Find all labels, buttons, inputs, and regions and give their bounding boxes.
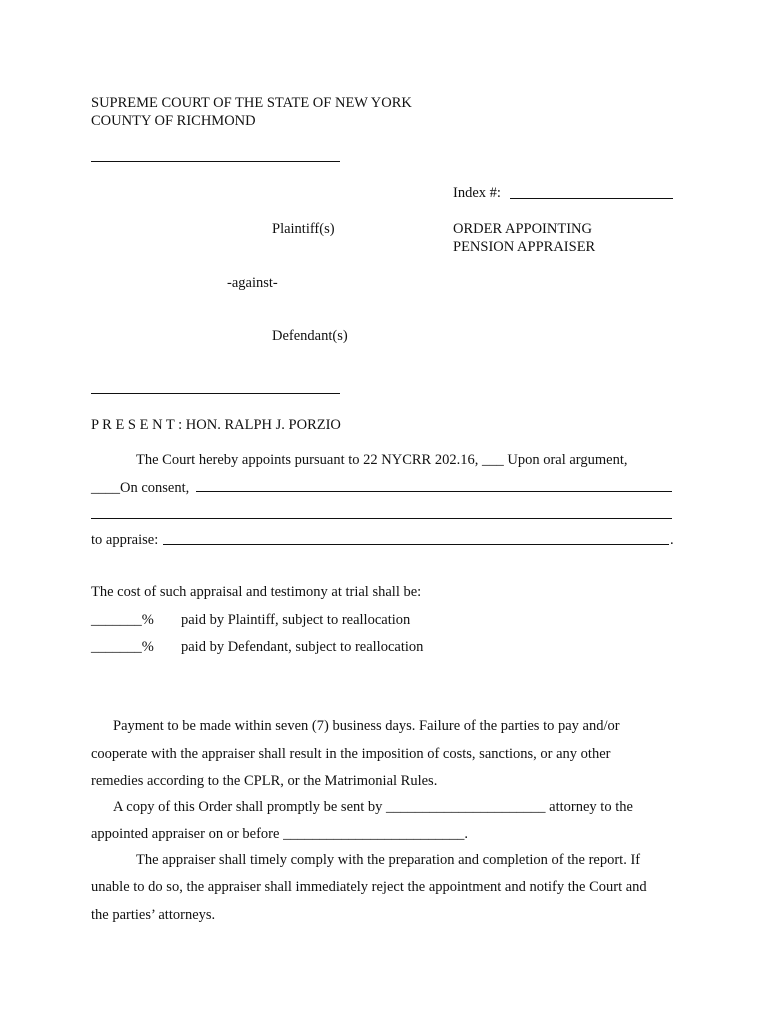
defendant-share-row [91, 638, 154, 656]
appointment-intro: The Court hereby appoints pursuant to 22 NYCRR 202.16, [136, 452, 479, 468]
appraise-field[interactable] [163, 544, 669, 545]
plaintiff-share-text: paid by Plaintiff, subject to reallocation [181, 612, 411, 628]
plaintiff-label: Plaintiff(s) [272, 221, 335, 237]
copy-line2 [91, 825, 468, 843]
caption-bottom-rule [91, 393, 340, 394]
order-title-line2: PENSION APPRAISER [453, 239, 596, 255]
index-label: Index #: [453, 185, 501, 201]
oral-argument-label: Upon oral argument, [507, 452, 628, 468]
comply-line2: unable to do so, the appraiser shall immediately reject the appointment and notify the Court and [91, 879, 647, 895]
court-name-line1: SUPREME COURT OF THE STATE OF NEW YORK [91, 95, 412, 111]
comply-line1: The appraiser shall timely comply with the preparation and completion of the report. If [136, 852, 641, 868]
index-number-field[interactable] [510, 198, 673, 199]
plaintiff-percent-field[interactable]: _______ [91, 612, 142, 628]
court-name-line2: COUNTY OF RICHMOND [91, 113, 256, 129]
defendant-share-text: paid by Defendant, subject to reallocation [181, 639, 424, 655]
present-judge: P R E S E N T : HON. RALPH J. PORZIO [91, 417, 341, 433]
consent-line [91, 479, 189, 497]
order-title-line1: ORDER APPOINTING [453, 221, 592, 237]
copy-line1 [113, 798, 633, 816]
consent-field[interactable] [196, 491, 672, 492]
defendant-percent-field[interactable]: _______ [91, 639, 142, 655]
caption-top-rule [91, 161, 340, 162]
plaintiff-share-row [91, 611, 154, 629]
percent-sign: % [141, 639, 154, 655]
payment-line2: cooperate with the appraiser shall result in the imposition of costs, sanctions, or any other [91, 746, 611, 762]
percent-sign: % [141, 612, 154, 628]
appraise-period: . [670, 532, 674, 548]
consent-field-continued[interactable] [91, 518, 672, 519]
cost-heading: The cost of such appraisal and testimony at trial shall be: [91, 584, 422, 600]
consent-checkbox[interactable]: ____ [91, 480, 120, 496]
copy-text-a: A copy of this Order shall promptly be sent by [113, 799, 383, 815]
comply-line3: the parties’ attorneys. [91, 907, 216, 923]
copy-text-c: appointed appraiser on or before [91, 826, 280, 842]
appraise-label: to appraise: [91, 532, 159, 548]
attorney-name-field[interactable]: ______________________ [386, 799, 546, 815]
copy-text-b: attorney to the [549, 799, 633, 815]
payment-line1: Payment to be made within seven (7) business days. Failure of the parties to pay and/or [113, 718, 620, 734]
appointment-text [136, 451, 627, 469]
consent-label: On consent, [120, 480, 190, 496]
against-label: -against- [227, 275, 278, 291]
oral-argument-checkbox[interactable]: ___ [481, 452, 504, 468]
deadline-date-field[interactable]: _________________________ [283, 826, 465, 842]
payment-line3: remedies according to the CPLR, or the Matrimonial Rules. [91, 773, 438, 789]
defendant-label: Defendant(s) [272, 328, 348, 344]
copy-period: . [464, 826, 468, 842]
